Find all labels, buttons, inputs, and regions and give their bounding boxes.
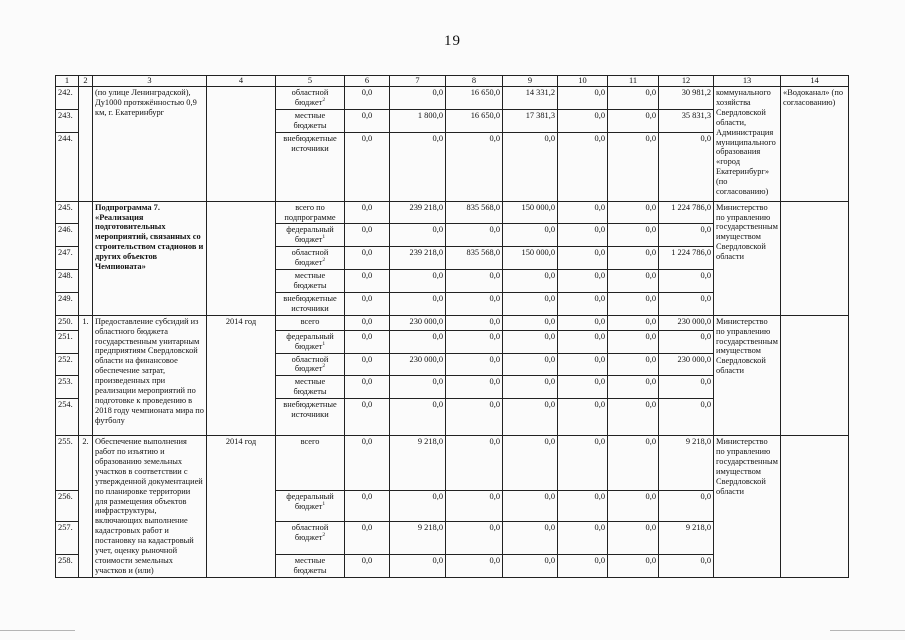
term — [207, 87, 276, 202]
amount-cell: 0,0 — [345, 399, 390, 436]
amount-cell: 0,0 — [558, 315, 608, 330]
footnote-mark: 2 — [322, 363, 326, 370]
co-executor: «Водоканал» (по согласованию) — [781, 87, 849, 202]
amount-cell: 0,0 — [659, 330, 714, 353]
amount-cell: 1 800,0 — [390, 109, 446, 132]
column-header: 7 — [390, 76, 446, 87]
amount-cell: 0,0 — [608, 399, 659, 436]
column-header: 5 — [276, 76, 345, 87]
amount-cell: 0,0 — [558, 491, 608, 522]
amount-cell: 230 000,0 — [390, 353, 446, 376]
funding-source — [276, 132, 345, 201]
co-executor — [781, 315, 849, 435]
amount-cell: 0,0 — [608, 201, 659, 224]
amount-cell: 0,0 — [345, 292, 390, 315]
amount-cell: 0,0 — [558, 555, 608, 578]
amount-cell: 0,0 — [608, 436, 659, 491]
amount-cell: 0,0 — [558, 109, 608, 132]
column-header: 13 — [714, 76, 781, 87]
amount-cell: 0,0 — [503, 224, 558, 247]
amount-cell: 0,0 — [503, 399, 558, 436]
amount-cell: 0,0 — [503, 330, 558, 353]
amount-cell: 0,0 — [608, 491, 659, 522]
item-number: 1. — [79, 315, 93, 435]
amount-cell: 0,0 — [345, 224, 390, 247]
amount-cell: 0,0 — [446, 132, 503, 201]
amount-cell: 9 218,0 — [659, 436, 714, 491]
amount-cell: 150 000,0 — [503, 201, 558, 224]
amount-cell: 0,0 — [503, 353, 558, 376]
funding-source-label: внебюджетные источники — [283, 400, 337, 420]
amount-cell: 0,0 — [558, 132, 608, 201]
row-number: 257. — [56, 522, 79, 555]
measure-name: Предоставление субсидий из областного бюджета государственным унитарным предприятиям Свердловской области на финансовое обеспечение затрат, произведенных при реализации мероприятий по подготовке к проведению в 2018 году чемпионата мира по футболу — [93, 315, 207, 435]
co-executor — [781, 436, 849, 578]
funding-source-label: областной бюджет — [291, 523, 329, 543]
footnote-mark: 1 — [322, 340, 326, 347]
amount-cell: 16 650,0 — [446, 87, 503, 110]
footnote-mark: 1 — [322, 501, 326, 508]
amount-cell: 0,0 — [608, 315, 659, 330]
row-number: 252. — [56, 353, 79, 376]
amount-cell: 0,0 — [390, 330, 446, 353]
amount-cell: 1 224 786,0 — [659, 247, 714, 270]
amount-cell: 0,0 — [390, 224, 446, 247]
amount-cell: 0,0 — [558, 201, 608, 224]
scan-artifact-line — [830, 630, 905, 631]
amount-cell: 0,0 — [390, 491, 446, 522]
amount-cell: 0,0 — [659, 399, 714, 436]
amount-cell: 0,0 — [608, 224, 659, 247]
amount-cell: 0,0 — [390, 270, 446, 293]
amount-cell: 0,0 — [558, 292, 608, 315]
column-header: 10 — [558, 76, 608, 87]
amount-cell: 239 218,0 — [390, 201, 446, 224]
amount-cell: 0,0 — [503, 292, 558, 315]
amount-cell: 0,0 — [659, 224, 714, 247]
amount-cell: 0,0 — [558, 87, 608, 110]
amount-cell: 0,0 — [608, 292, 659, 315]
term: 2014 год — [207, 436, 276, 578]
row-number: 247. — [56, 247, 79, 270]
amount-cell: 0,0 — [659, 132, 714, 201]
amount-cell: 0,0 — [503, 436, 558, 491]
amount-cell: 0,0 — [608, 87, 659, 110]
amount-cell: 0,0 — [503, 376, 558, 399]
amount-cell: 16 650,0 — [446, 109, 503, 132]
funding-source — [276, 376, 345, 399]
funding-source-label: федеральный бюджет — [286, 492, 334, 512]
amount-cell: 0,0 — [503, 132, 558, 201]
funding-source-label: областной бюджет — [291, 88, 329, 107]
funding-source-label: внебюджетные источники — [283, 133, 337, 153]
amount-cell: 0,0 — [503, 315, 558, 330]
funding-source — [276, 201, 345, 224]
column-header: 2 — [79, 76, 93, 87]
amount-cell: 230 000,0 — [659, 353, 714, 376]
footnote-mark: 2 — [322, 532, 326, 539]
funding-source — [276, 109, 345, 132]
amount-cell: 0,0 — [503, 270, 558, 293]
amount-cell: 0,0 — [558, 224, 608, 247]
amount-cell: 9 218,0 — [390, 436, 446, 491]
amount-cell: 0,0 — [446, 522, 503, 555]
amount-cell: 0,0 — [345, 315, 390, 330]
amount-cell: 0,0 — [345, 555, 390, 578]
funding-source — [276, 270, 345, 293]
row-number: 255. — [56, 436, 79, 491]
row-number: 245. — [56, 201, 79, 224]
amount-cell: 0,0 — [345, 353, 390, 376]
co-executor — [781, 201, 849, 315]
amount-cell: 0,0 — [390, 399, 446, 436]
row-number: 242. — [56, 87, 79, 110]
measure-name: Подпрограмма 7. «Реализация подготовительных мероприятий, связанных со строительством стадионов и других объектов Чемпионата» — [93, 201, 207, 315]
column-header: 1 — [56, 76, 79, 87]
amount-cell: 0,0 — [390, 132, 446, 201]
funding-source-label: внебюджетные источники — [283, 293, 337, 313]
row-number: 256. — [56, 491, 79, 522]
column-header: 4 — [207, 76, 276, 87]
amount-cell: 230 000,0 — [659, 315, 714, 330]
amount-cell: 150 000,0 — [503, 247, 558, 270]
table-row — [56, 315, 849, 330]
column-header: 11 — [608, 76, 659, 87]
funding-source — [276, 399, 345, 436]
amount-cell: 239 218,0 — [390, 247, 446, 270]
funding-source — [276, 353, 345, 376]
amount-cell: 0,0 — [608, 353, 659, 376]
amount-cell: 0,0 — [345, 87, 390, 110]
row-number: 249. — [56, 292, 79, 315]
table-row — [56, 87, 849, 110]
funding-source-label: областной бюджет — [291, 248, 329, 268]
amount-cell: 0,0 — [503, 522, 558, 555]
footnote-mark: 1 — [322, 234, 326, 241]
funding-source-label: всего по подпрограмме — [284, 202, 336, 222]
amount-cell: 0,0 — [558, 399, 608, 436]
funding-source-label: местные бюджеты — [293, 271, 327, 290]
amount-cell: 0,0 — [608, 247, 659, 270]
amount-cell: 0,0 — [390, 292, 446, 315]
item-number: 2. — [79, 436, 93, 578]
amount-cell: 0,0 — [558, 330, 608, 353]
term: 2014 год — [207, 315, 276, 435]
column-header: 12 — [659, 76, 714, 87]
row-number: 251. — [56, 330, 79, 353]
term — [207, 201, 276, 315]
row-number: 250. — [56, 315, 79, 330]
row-number: 253. — [56, 376, 79, 399]
amount-cell: 0,0 — [390, 555, 446, 578]
amount-cell: 0,0 — [446, 376, 503, 399]
executor: Министерство по управлению государственным имуществом Свердловской области — [714, 436, 781, 578]
amount-cell: 0,0 — [659, 555, 714, 578]
amount-cell: 0,0 — [558, 353, 608, 376]
amount-cell: 35 831,3 — [659, 109, 714, 132]
amount-cell: 0,0 — [345, 132, 390, 201]
funding-source-label: всего — [300, 316, 320, 326]
item-number — [79, 201, 93, 315]
amount-cell: 0,0 — [390, 376, 446, 399]
amount-cell: 17 381,3 — [503, 109, 558, 132]
amount-cell: 0,0 — [446, 270, 503, 293]
amount-cell: 0,0 — [446, 330, 503, 353]
column-header: 6 — [345, 76, 390, 87]
funding-source-label: федеральный бюджет — [286, 331, 334, 351]
funding-source-label: всего — [300, 437, 320, 447]
amount-cell: 0,0 — [345, 436, 390, 491]
amount-cell: 230 000,0 — [390, 315, 446, 330]
budget-table — [55, 75, 849, 578]
amount-cell: 0,0 — [345, 330, 390, 353]
row-number: 254. — [56, 399, 79, 436]
amount-cell: 0,0 — [345, 201, 390, 224]
funding-source — [276, 555, 345, 578]
funding-source-label: федеральный бюджет — [286, 225, 334, 245]
funding-source — [276, 247, 345, 270]
amount-cell: 0,0 — [446, 399, 503, 436]
funding-source-label: местные бюджеты — [293, 110, 327, 130]
funding-source-label: местные бюджеты — [293, 556, 327, 576]
amount-cell: 0,0 — [446, 491, 503, 522]
amount-cell: 835 568,0 — [446, 201, 503, 224]
amount-cell: 0,0 — [503, 491, 558, 522]
amount-cell: 0,0 — [345, 491, 390, 522]
amount-cell: 0,0 — [659, 376, 714, 399]
column-header: 9 — [503, 76, 558, 87]
executor: коммунального хозяйства Свердловской области, Администрация муниципального образования «город Екатеринбург» (по согласованию) — [714, 87, 781, 202]
amount-cell: 0,0 — [446, 315, 503, 330]
measure-name: (по улице Ленинградской), Ду1000 протяжённостью 0,9 км, г. Екатеринбург — [93, 87, 207, 202]
amount-cell: 0,0 — [345, 247, 390, 270]
amount-cell: 1 224 786,0 — [659, 201, 714, 224]
amount-cell: 0,0 — [345, 522, 390, 555]
amount-cell: 0,0 — [446, 436, 503, 491]
amount-cell: 0,0 — [345, 376, 390, 399]
funding-source — [276, 491, 345, 522]
amount-cell: 0,0 — [558, 247, 608, 270]
item-number — [79, 87, 93, 202]
amount-cell: 0,0 — [345, 109, 390, 132]
footnote-mark: 2 — [322, 257, 326, 264]
amount-cell: 0,0 — [659, 491, 714, 522]
funding-source-label: местные бюджеты — [293, 377, 327, 397]
amount-cell: 0,0 — [446, 292, 503, 315]
measure-name: Обеспечение выполнения работ по изъятию и образованию земельных участков в соответствии с утвержденной документацией по планировке территории для размещения объектов инфраструктуры, включающих выполнение кадастровых работ и постановку на кадастровый учет, оценку рыночной стоимости земельных участков и (или) — [93, 436, 207, 578]
funding-source-label: областной бюджет — [291, 354, 329, 374]
executor: Министерство по управлению государственным имуществом Свердловской области — [714, 201, 781, 315]
amount-cell: 0,0 — [608, 132, 659, 201]
table-row — [56, 201, 849, 224]
row-number: 248. — [56, 270, 79, 293]
amount-cell: 0,0 — [446, 555, 503, 578]
amount-cell: 9 218,0 — [390, 522, 446, 555]
row-number: 243. — [56, 109, 79, 132]
amount-cell: 835 568,0 — [446, 247, 503, 270]
amount-cell: 0,0 — [503, 555, 558, 578]
amount-cell: 0,0 — [608, 270, 659, 293]
funding-source — [276, 330, 345, 353]
amount-cell: 0,0 — [608, 330, 659, 353]
amount-cell: 14 331,2 — [503, 87, 558, 110]
scan-artifact-line — [0, 630, 75, 631]
row-number: 244. — [56, 132, 79, 201]
amount-cell: 0,0 — [558, 436, 608, 491]
funding-source — [276, 292, 345, 315]
row-number: 246. — [56, 224, 79, 247]
amount-cell: 0,0 — [345, 270, 390, 293]
amount-cell: 0,0 — [608, 522, 659, 555]
amount-cell: 0,0 — [659, 292, 714, 315]
header-row — [56, 76, 849, 87]
row-number: 258. — [56, 555, 79, 578]
column-header: 3 — [93, 76, 207, 87]
amount-cell: 30 981,2 — [659, 87, 714, 110]
footnote-mark: 2 — [322, 97, 326, 104]
page-number: 19 — [444, 33, 461, 49]
executor: Министерство по управлению государственным имуществом Свердловской области — [714, 315, 781, 435]
column-header: 8 — [446, 76, 503, 87]
table-row — [56, 436, 849, 491]
amount-cell: 0,0 — [558, 270, 608, 293]
column-header: 14 — [781, 76, 849, 87]
amount-cell: 0,0 — [608, 376, 659, 399]
amount-cell: 0,0 — [446, 224, 503, 247]
amount-cell: 0,0 — [558, 522, 608, 555]
amount-cell: 0,0 — [390, 87, 446, 110]
amount-cell: 9 218,0 — [659, 522, 714, 555]
amount-cell: 0,0 — [608, 109, 659, 132]
funding-source — [276, 87, 345, 110]
funding-source — [276, 436, 345, 491]
funding-source — [276, 315, 345, 330]
amount-cell: 0,0 — [446, 353, 503, 376]
amount-cell: 0,0 — [659, 270, 714, 293]
amount-cell: 0,0 — [558, 376, 608, 399]
funding-source — [276, 224, 345, 247]
amount-cell: 0,0 — [608, 555, 659, 578]
funding-source — [276, 522, 345, 555]
